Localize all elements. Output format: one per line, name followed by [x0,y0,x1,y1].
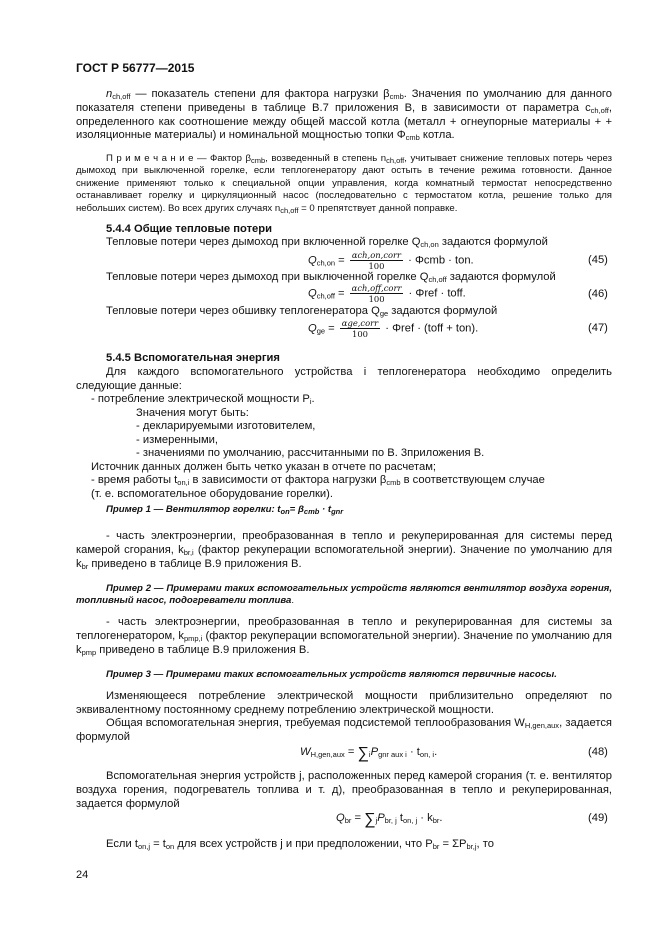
formula-number-46: (46) [588,288,608,300]
example-2: Пример 2 — Примерами таких вспомогательных устройств являются вентилятор воздуха горения, топливный насос, подогреватели топлива. [76,583,612,607]
formula-number-48: (48) [588,746,608,758]
paragraph-total-aux: Общая вспомогательная энергия, требуемая подсистемой теплообразования $W_{H,gen,aux}$, задается формулой [76,717,612,743]
paragraph-aux-devices-j: Вспомогательная энергия устройств j, расположенных перед камерой сгорания (т. е. вентилятор воздуха горения, подогреватель топлива и т. д), преобразованная в тепло и рекуперированная, задается формулой [76,770,612,810]
paragraph-if-ton: Если $t_{on,j} = t_{on}$ для всех устройств j и при предположении, что $P_{br} = \Sigma P_{br,j}$, то [106,838,494,851]
formula-47: $Q_{ge}$ = $\frac{\text{αge,corr}}{100}$ · Φref · (toff + ton). [308,318,479,339]
value-option-1: - декларируемыми изготовителем, [136,420,316,432]
text-line-l2: Тепловые потери через дымоход при выключенной горелке $Q_{ch,off}$ задаются формулой [106,271,556,284]
list-item-time-cont: (т. е. вспомогательное оборудование горелки). [91,488,333,500]
paragraph-variable-power: Изменяющееся потребление электрической мощности приблизительно определяют по эквивалентному постоянному среднему потреблению электрической мощности. [76,690,612,716]
section-heading-545: 5.4.5 Вспомогательная энергия [106,352,280,364]
formula-number-45: (45) [588,254,608,266]
list-item-power: - потребление электрической мощности $P_i$. [91,393,315,406]
formula-45: $Q_{ch,on}$ = $\frac{\text{αch,on,corr}}{100}$ · Φcmb · ton. [308,250,474,271]
value-option-2: - измеренными, [136,434,219,446]
formula-48: $W_{H,gen,aux} = \sum_iP_{gnr aux i} \cdot t_{on, i}$. [300,745,438,762]
text-line-l1: Тепловые потери через дымоход при включенной горелке $Q_{ch,on}$ задаются формулой [106,236,548,249]
formula-number-47: (47) [588,322,608,334]
text-line-l3: Тепловые потери через обшивку теплогенератора $Q_{ge}$ задаются формулой [106,305,498,318]
paragraph-kbr: - часть электроэнергии, преобразованная в тепло и рекуперированная для системы перед камерой сгорания, $k_{br,i}$ (фактор рекуперации вспомогательной энергии). Значение по умолчанию для $k_{br}$ приведено в таблице В.9 приложения В. [76,530,613,571]
paragraph-nch-off: $n_{ch,off}$ — показатель степени для фактора нагрузки $\beta_{cmb}$. Значения по умолчанию для данного показателя степени приведены в таблице В.7 приложения В, в зависимости от параметра $c_{ch,off}$, определенного как соотношение между общей массой котла (металл + огнеупорные материалы + + изоляционные материалы) и номинальной мощностью топки $\Phi_{cmb}$ котла. [76,88,612,143]
paragraph-kpmp: - часть электроэнергии, преобразованная в тепло и рекуперированная для системы за теплогенератором, $k_{pmp,i}$ (фактор рекуперации вспомогательной энергии). Значение по умолчанию для $k_{pmp}$ приведено в таблице В.9 приложения В. [76,616,612,657]
example-3: Пример 3 — Примерами таких вспомогательных устройств являются первичные насосы. [106,669,557,680]
formula-49: $Q_{br} = \sum_jP_{br, j}$ $t_{on, j} \cdot k_{br}$. [336,811,443,828]
value-option-3: - значениями по умолчанию, рассчитанными по В. 3приложения В. [136,447,485,459]
section-heading-544: 5.4.4 Общие тепловые потери [106,223,272,235]
formula-46: $Q_{ch,off}$ = $\frac{\text{αch,off,corr}}{100}$ · Φref · toff. [308,283,466,304]
example-1: Пример 1 — Вентилятор горелки: $t_{on}= \beta_{cmb} \cdot t_{gnr}$ [106,504,344,516]
note-paragraph: П р и м е ч а н и е — Фактор $\beta_{cmb}$, возведенный в степень $n_{ch,off}$, учитывает снижение тепловых потерь через дымоход при выключенной горелке, если теплогенератору дают остыть в течение режима готовности. Данное снижение применяют только к специальной опции управления, когда комнатный термостат непосредственно останавливает горелку и циркуляционный насос (последовательно с термостатом котла, решение только для небольших систем). Во всех других случаях $n_{ch,off} = 0$ препятствует данной поправке. [76,153,612,215]
page-number: 24 [76,869,89,881]
list-item-time: - время работы $t_{on,i}$ в зависимости от фактора нагрузки $\beta_{cmb}$ в соответствующем случае [91,474,545,487]
intro-paragraph: Для каждого вспомогательного устройства i теплогенератора необходимо определить следующие данные: [76,366,612,392]
formula-number-49: (49) [588,812,608,824]
values-label: Значения могут быть: [136,407,249,419]
source-line: Источник данных должен быть четко указан в отчете по расчетам; [91,461,437,473]
document-header: ГОСТ Р 56777—2015 [76,61,195,75]
